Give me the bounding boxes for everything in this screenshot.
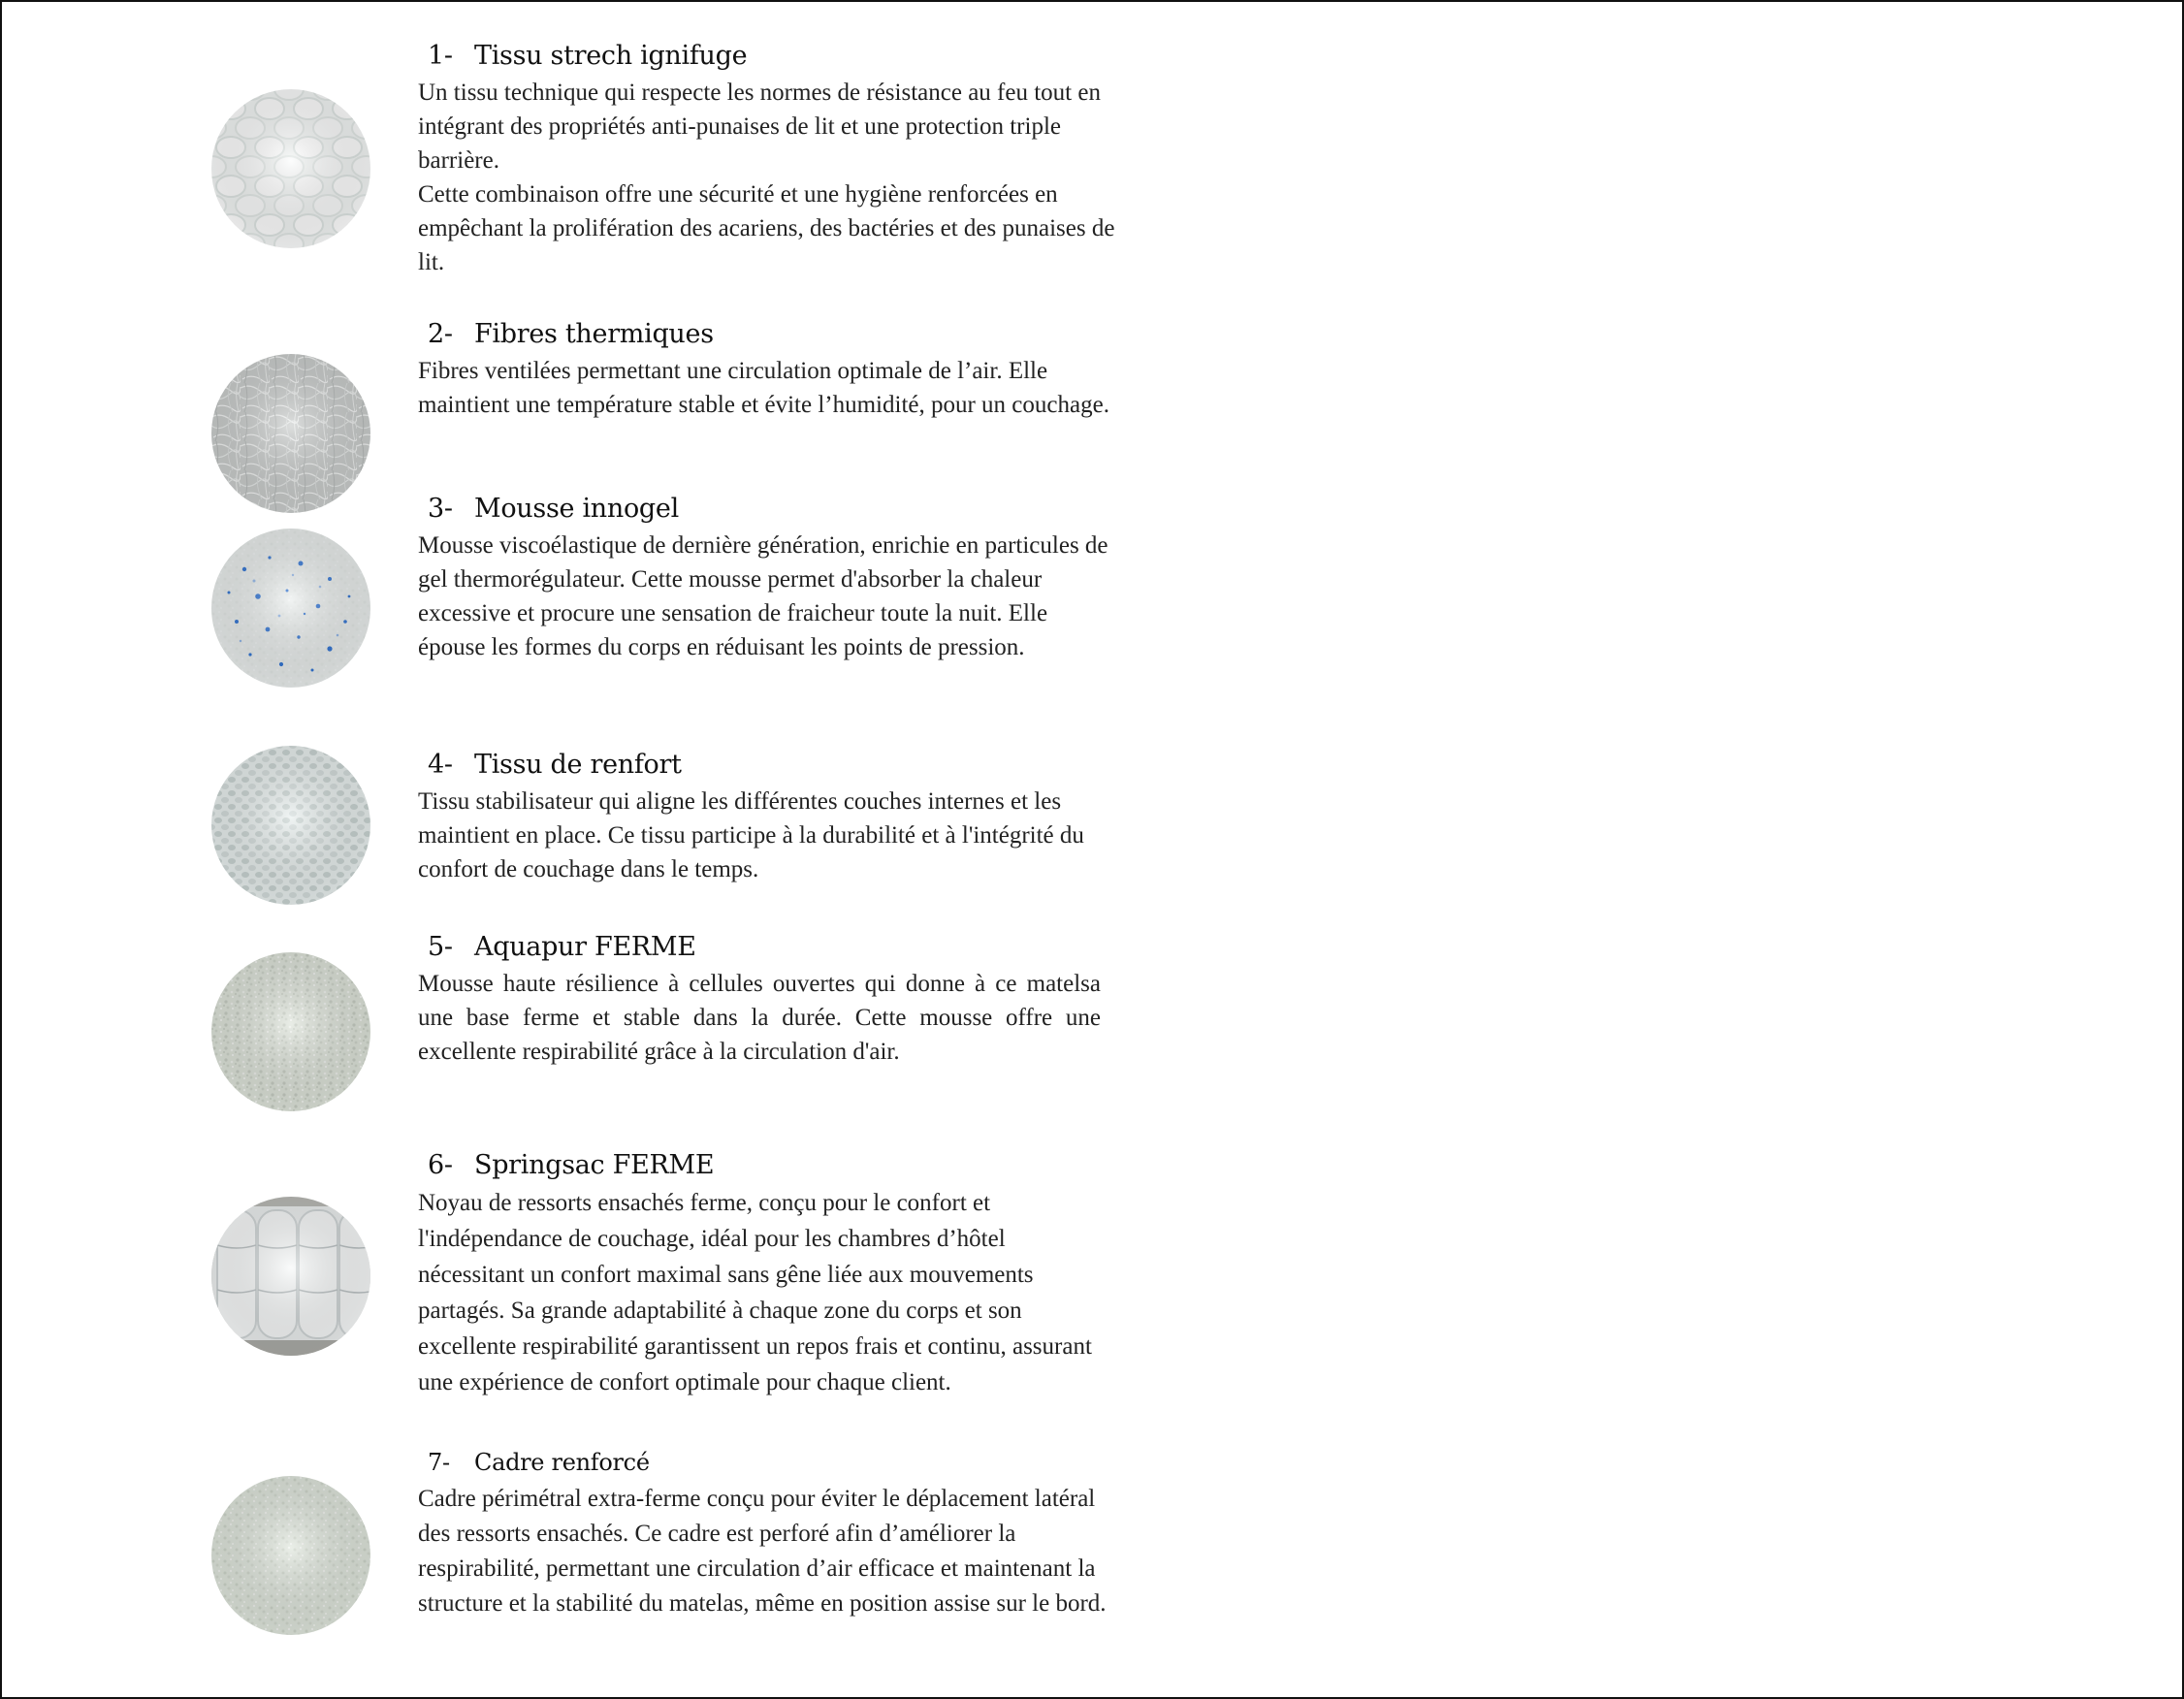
layer-7-description <box>418 1482 1116 1621</box>
layer-5-heading <box>418 928 1116 967</box>
layer-1-heading <box>418 37 1116 76</box>
layer-1-title: Tissu strech ignifuge <box>474 41 748 71</box>
layer-4-text <box>418 746 1116 886</box>
reinforced-frame-foam-icon <box>211 1476 370 1635</box>
layer-7-heading <box>418 1443 1116 1482</box>
layer-3-text <box>418 490 1116 664</box>
layer-1-number: 1- <box>428 41 453 71</box>
layer-7-text <box>418 1443 1116 1621</box>
layer-7-number: 7- <box>428 1449 450 1476</box>
layer-2-description <box>418 354 1116 422</box>
layer-2-paragraph-1: Fibres ventilées permettant une circulation optimale de l’air. Elle maintient une température stable et évite l’humidité, pour un couchage. <box>418 358 1109 418</box>
layer-1-description <box>418 76 1116 279</box>
layer-5-description <box>418 967 1101 1069</box>
layer-1-text <box>418 37 1116 279</box>
layer-5-paragraph-1: Mousse haute résilience à cellules ouvertes qui donne à ce matelsa une base ferme et stable dans la durée. Cette mousse offre une excellente respirabilité grâce à la circulation d'air. <box>418 971 1101 1065</box>
layer-6-text <box>418 1146 1116 1400</box>
layer-5-number: 5- <box>428 932 453 962</box>
layer-4-description <box>418 785 1116 886</box>
foam-texture-icon <box>211 952 370 1111</box>
layer-6-description <box>418 1185 1116 1400</box>
layer-6-heading <box>418 1146 1116 1185</box>
thermal-fibres-icon <box>211 354 370 513</box>
layer-4-heading <box>418 746 1116 785</box>
pocket-springs-icon <box>211 1197 370 1356</box>
layer-1-paragraph-1: Un tissu technique qui respecte les normes de résistance au feu tout en intégrant des propriétés anti-punaises de lit et une protection triple barrière. <box>418 80 1101 174</box>
layer-3-description <box>418 529 1116 664</box>
gel-foam-icon <box>211 529 370 688</box>
layer-4-paragraph-1: Tissu stabilisateur qui aligne les différentes couches internes et les maintient en place. Ce tissu participe à la durabilité et à l'intégrité du confort de couchage dans le temps. <box>418 788 1084 882</box>
layer-6-paragraph-1: Noyau de ressorts ensachés ferme, conçu pour le confort et l'indépendance de couchage, idéal pour les chambres d’hôtel nécessitant un confort maximal sans gêne liée aux mouvements partagés. Sa grande adaptabilité à chaque zone du corps et son excellente respirabilité garantissent un repos frais et continu, assurant une expérience de confort optimale pour chaque client. <box>418 1190 1092 1395</box>
layer-3-heading <box>418 490 1116 529</box>
layer-7-paragraph-1: Cadre périmétral extra-ferme conçu pour éviter le déplacement latéral des ressorts ensachés. Ce cadre est perforé afin d’améliorer la respirabilité, permettant une circulation d’air efficace et maintenant la structure et la stabilité du matelas, même en position assise sur le bord. <box>418 1486 1107 1617</box>
layer-3-number: 3- <box>428 494 453 524</box>
layer-2-text <box>418 315 1116 422</box>
layer-4-number: 4- <box>428 750 453 780</box>
layer-3-paragraph-1: Mousse viscoélastique de dernière génération, enrichie en particules de gel thermorégulateur. Cette mousse permet d'absorber la chaleur excessive et procure une sensation de fraicheur toute la nuit. Elle épouse les formes du corps en réduisant les points de pression. <box>418 532 1108 660</box>
layer-6-title: Springsac FERME <box>474 1150 715 1180</box>
layer-1-paragraph-2: Cette combinaison offre une sécurité et une hygiène renforcées en empêchant la prolifération des acariens, des bactéries et des punaises de lit. <box>418 181 1115 275</box>
white-quilted-fabric-icon <box>211 89 370 248</box>
layer-4-title: Tissu de renfort <box>474 750 682 780</box>
layer-3-title: Mousse innogel <box>474 494 679 524</box>
layer-2-number: 2- <box>428 319 453 349</box>
mesh-fabric-icon <box>211 746 370 905</box>
layer-5-title: Aquapur FERME <box>474 932 696 962</box>
layer-7-title: Cadre renforcé <box>474 1449 650 1476</box>
layer-5-text <box>418 928 1116 1069</box>
layer-6-number: 6- <box>428 1150 453 1180</box>
layer-2-heading <box>418 315 1116 354</box>
layer-2-title: Fibres thermiques <box>474 319 714 349</box>
